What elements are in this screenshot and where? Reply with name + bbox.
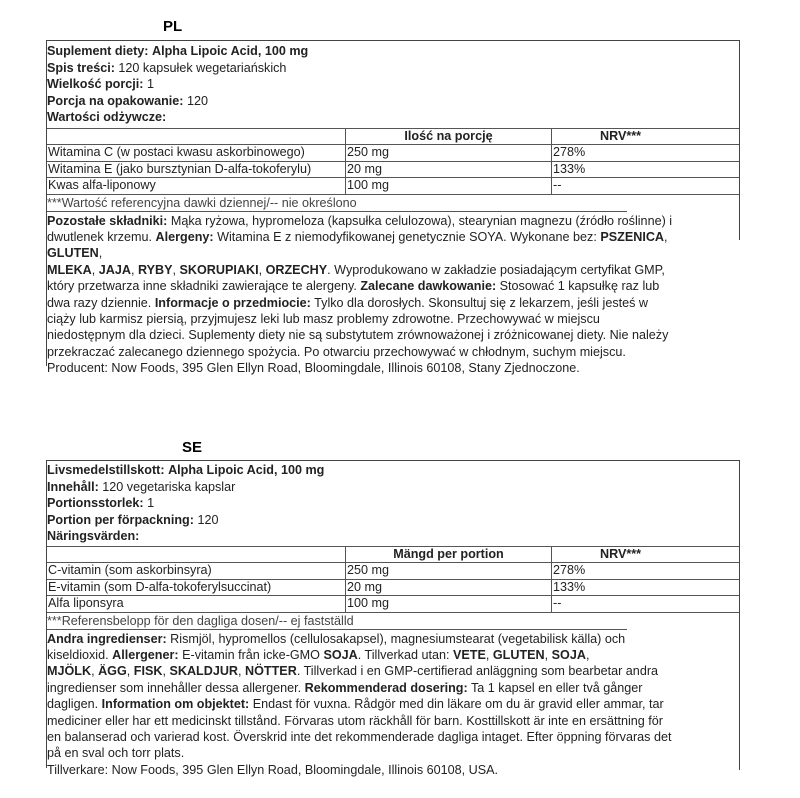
table-cell: 133% xyxy=(552,579,740,596)
table-cell: 250 mg xyxy=(346,563,552,580)
product-title: Livsmedelstillskott: Alpha Lipoic Acid, 100 mg xyxy=(47,463,325,477)
table-cell: 100 mg xyxy=(346,178,552,195)
table-cell: C-vitamin (som askorbinsyra) xyxy=(47,563,346,580)
table-header-cell xyxy=(47,128,346,145)
table-header-cell: NRV*** xyxy=(552,546,740,563)
table-header-cell: NRV*** xyxy=(552,128,740,145)
ingredients-paragraph: Andra ingredienser: Rismjöl, hypromellos (cellulosakapsel), magnesiumstearat (vegetabilisk källa) och kiseldioxid. Allergener: E-vitamin från icke-GMO SOJA. Tillverkad utan: VETE, GLUTEN, SOJA, MJÖLK, ÄGG, FISK, SKALDJUR, NÖTTER. Tillverkad i en GMP-certifierad anläggning som bearbetar andra ingredienser som innehåller dessa allergener. Rekommenderad dosering: Ta 1 kapsel en eller två gånger dagligen. Information om objektet: Endast för vuxna. Rådgör med din läkare om du är gravid eller ammar, tar mediciner eller har ett medicinskt tillstånd. Förvaras utom räckhåll för barn. Kosttillskott är inte en ersättning för en balanserad och varierad kost. Överskrid inte det rekommenderade dagliga intaget. Efter öppning förvaras det på en sval och torr plats. Tillverkare: Now Foods, 395 Glen Ellyn Road, Bloomingdale, Illinois 60108, USA. xyxy=(47,631,672,777)
table-cell: 278% xyxy=(552,145,740,162)
serving-row: Wielkość porcji: 1 xyxy=(47,77,154,91)
nrv-footnote: ***Referensbelopp för den dagliga dosen/-- ej fastställd xyxy=(46,613,627,630)
section-heading-pl: PL xyxy=(163,18,183,35)
table-cell: 278% xyxy=(552,563,740,580)
table-cell: 133% xyxy=(552,161,740,178)
top-border xyxy=(46,460,740,461)
table-cell: Kwas alfa-liponowy xyxy=(47,178,346,195)
right-border xyxy=(739,460,740,770)
table-header-row xyxy=(47,546,740,563)
per-pack-row: Porcja na opakowanie: 120 xyxy=(47,93,208,108)
table-row xyxy=(47,563,740,580)
section-heading-se: SE xyxy=(182,439,203,456)
table-header-row xyxy=(47,128,740,145)
table-header-cell: Ilość na porcję xyxy=(346,128,552,145)
table-row xyxy=(47,161,740,178)
table-header-cell: Mängd per portion xyxy=(346,546,552,563)
table-cell: Witamina C (w postaci kwasu askorbinowego) xyxy=(47,145,346,162)
table-header-cell xyxy=(47,546,346,563)
table-cell: 250 mg xyxy=(346,145,552,162)
producer-line: Tillverkare: Now Foods, 395 Glen Ellyn Road, Bloomingdale, Illinois 60108, USA. xyxy=(47,762,499,777)
table-cell: E-vitamin (som D-alfa-tokoferylsuccinat) xyxy=(47,579,346,596)
table-cell: -- xyxy=(552,596,740,613)
producer-line: Producent: Now Foods, 395 Glen Ellyn Road, Bloomingdale, Illinois 60108, Stany Zjednoczone. xyxy=(47,361,580,376)
table-cell: 20 mg xyxy=(346,161,552,178)
left-border xyxy=(46,460,47,768)
ingredients-paragraph: Pozostałe składniki: Mąka ryżowa, hypromeloza (kapsułka celulozowa), stearynian magnezu (źródło roślinne) i dwutlenek krzemu. Alergeny: Witamina E z niemodyfikowanej genetycznie SOYA. Wykonane bez: PSZENICA, GLUTEN, MLEKA, JAJA, RYBY, SKORUPIAKI, ORZECHY. Wyprodukowano w zakładzie posiadającym certyfikat GMP, który przetwarza inne składniki zawierające te alergeny. Zalecane dawkowanie: Stosować 1 kapsułkę raz lub dwa razy dziennie. Informacje o przedmiocie: Tylko dla dorosłych. Skonsultuj się z lekarzem, jeśli jesteś w ciąży lub karmisz piersią, przyjmujesz leki lub masz problemy zdrowotne. Przechowywać w miejscu niedostępnym dla dzieci. Suplementy diety nie są substytutem zrównoważonej i zróżnicowanej diety. Nie należy przekraczać zalecanego dziennego spożycia. Po otwarciu przechowywać w chłodnym, suchym miejscu. Producent: Now Foods, 395 Glen Ellyn Road, Bloomingdale, Illinois 60108, Stany Zjednoczone. xyxy=(47,213,673,376)
contents-row: Spis treści: 120 kapsułek wegetariańskich xyxy=(47,60,287,75)
nutrition-heading: Wartości odżywcze: xyxy=(47,110,167,124)
table-cell: Witamina E (jako bursztynian D-alfa-tokoferylu) xyxy=(47,161,346,178)
table-cell: 20 mg xyxy=(346,579,552,596)
product-title: Suplement diety: Alpha Lipoic Acid, 100 mg xyxy=(47,44,309,58)
right-border xyxy=(739,40,740,240)
table-row xyxy=(47,579,740,596)
table-cell: 100 mg xyxy=(346,596,552,613)
per-pack-row: Portion per förpackning: 120 xyxy=(47,512,219,527)
table-cell: -- xyxy=(552,178,740,195)
table-row xyxy=(47,596,740,613)
table-row xyxy=(47,178,740,195)
nutrition-table xyxy=(46,546,740,613)
nrv-footnote: ***Wartość referencyjna dawki dziennej/-- nie określono xyxy=(46,195,627,212)
nutrition-heading: Näringsvärden: xyxy=(47,529,140,543)
top-border xyxy=(46,40,740,41)
serving-row: Portionsstorlek: 1 xyxy=(47,496,155,510)
label-sheet-pl xyxy=(46,40,740,377)
label-sheet-se xyxy=(46,460,740,778)
contents-row: Innehåll: 120 vegetariska kapslar xyxy=(47,479,236,494)
table-row xyxy=(47,145,740,162)
left-border xyxy=(46,40,47,366)
nutrition-table xyxy=(46,128,740,195)
table-cell: Alfa liponsyra xyxy=(47,596,346,613)
